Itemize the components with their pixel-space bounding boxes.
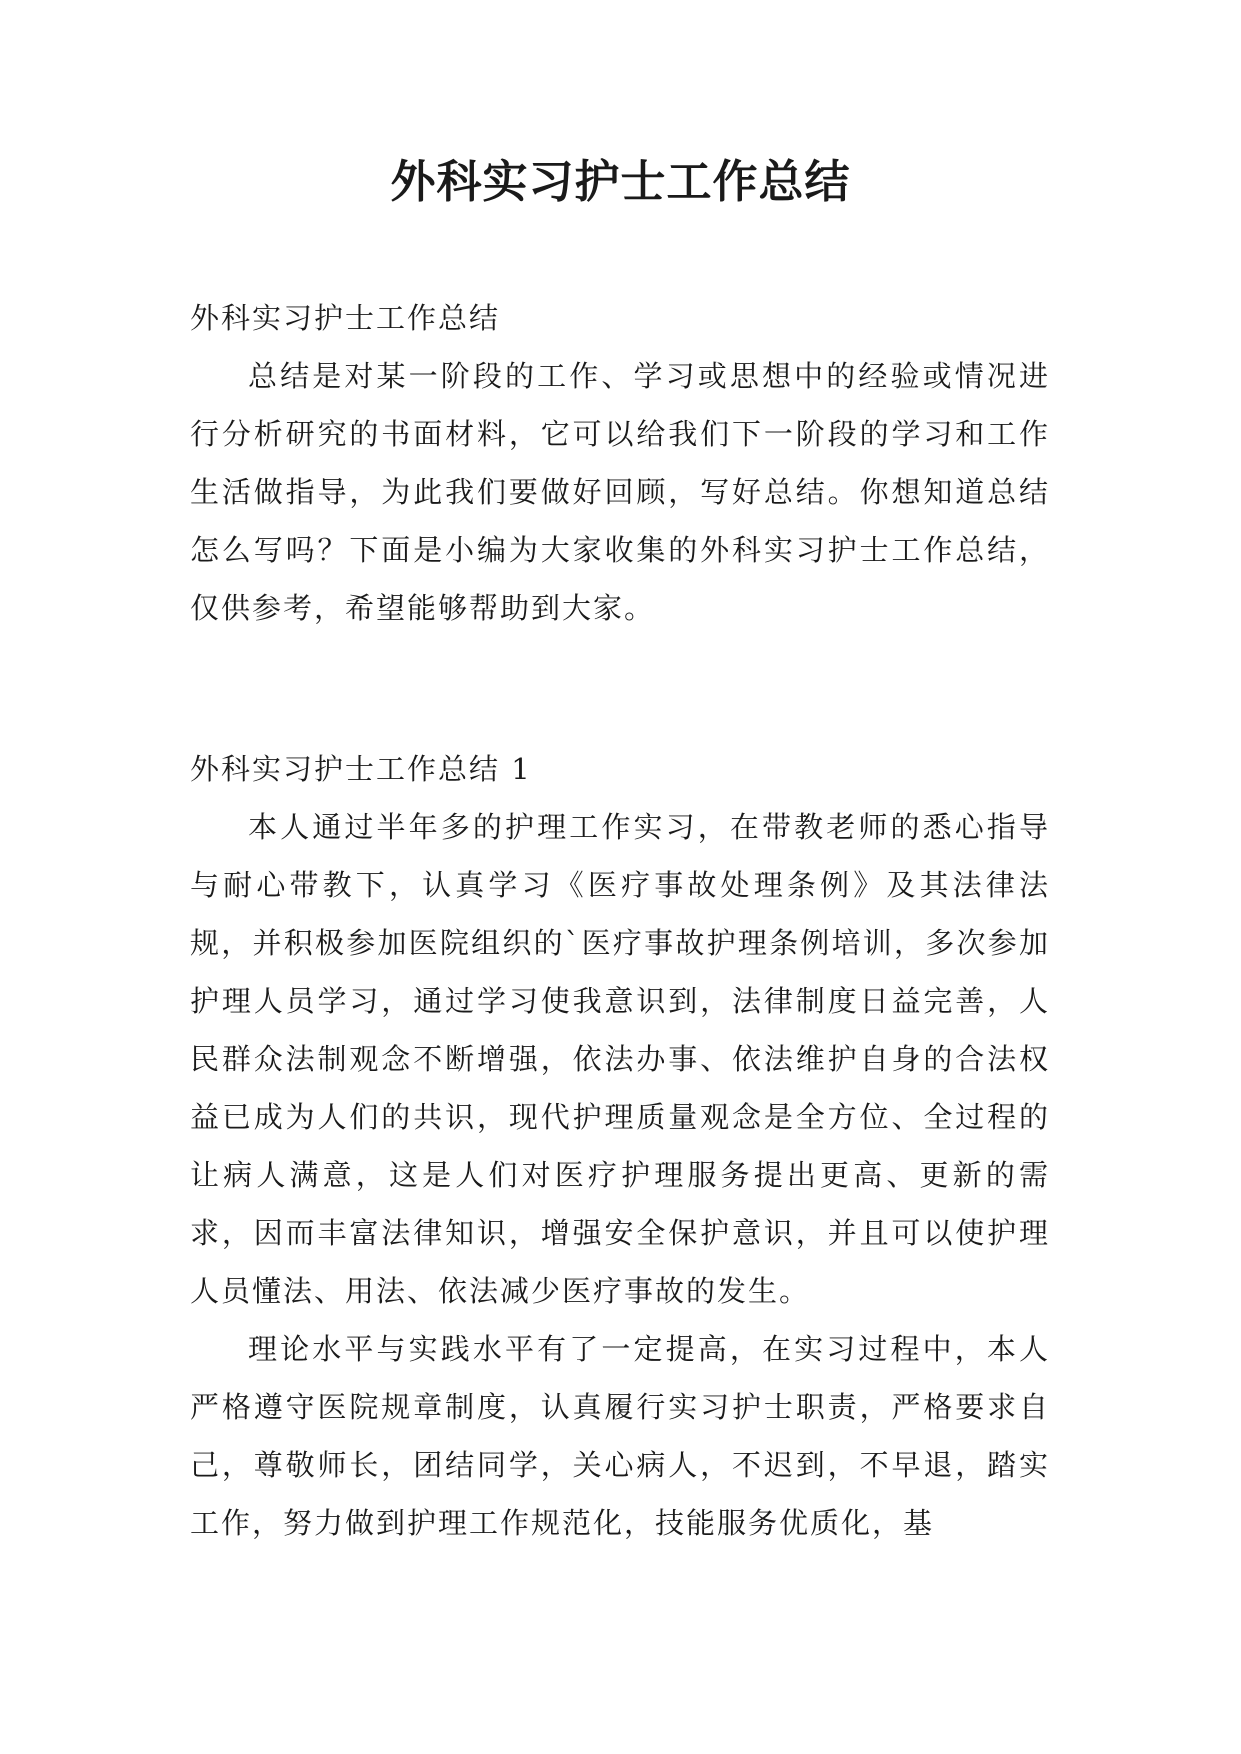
section-1 xyxy=(190,740,1050,1552)
section-1-paragraph-1: 本人通过半年多的护理工作实习，在带教老师的悉心指导与耐心带教下，认真学习《医疗事故处理条例》及其法律法规，并积极参加医院组织的`医疗事故护理条例培训，多次参加护理人员学习，通过学习使我意识到，法律制度日益完善，人民群众法制观念不断增强，依法办事、依法维护自身的合法权益已成为人们的共识，现代护理质量观念是全方位、全过程的让病人满意，这是人们对医疗护理服务提出更高、更新的需求，因而丰富法律知识，增强安全保护意识，并且可以使护理人员懂法、用法、依法减少医疗事故的发生。 xyxy=(190,810,1050,1308)
section-1-paragraph-2: 理论水平与实践水平有了一定提高，在实习过程中，本人严格遵守医院规章制度，认真履行实习护士职责，严格要求自己，尊敬师长，团结同学，关心病人，不迟到，不早退，踏实工作，努力做到护理工作规范化，技能服务优质化，基 xyxy=(190,1332,1050,1540)
intro-paragraph: 总结是对某一阶段的工作、学习或思想中的经验或情况进行分析研究的书面材料，它可以给我们下一阶段的学习和工作生活做指导，为此我们要做好回顾，写好总结。你想知道总结怎么写吗？下面是小编为大家收集的外科实习护士工作总结，仅供参考，希望能够帮助到大家。 xyxy=(190,359,1050,625)
intro-heading: 外科实习护士工作总结 xyxy=(190,301,501,335)
document-title: 外科实习护士工作总结 xyxy=(390,155,851,208)
section-1-heading: 外科实习护士工作总结 1 xyxy=(190,752,532,786)
intro-section xyxy=(190,289,1050,637)
